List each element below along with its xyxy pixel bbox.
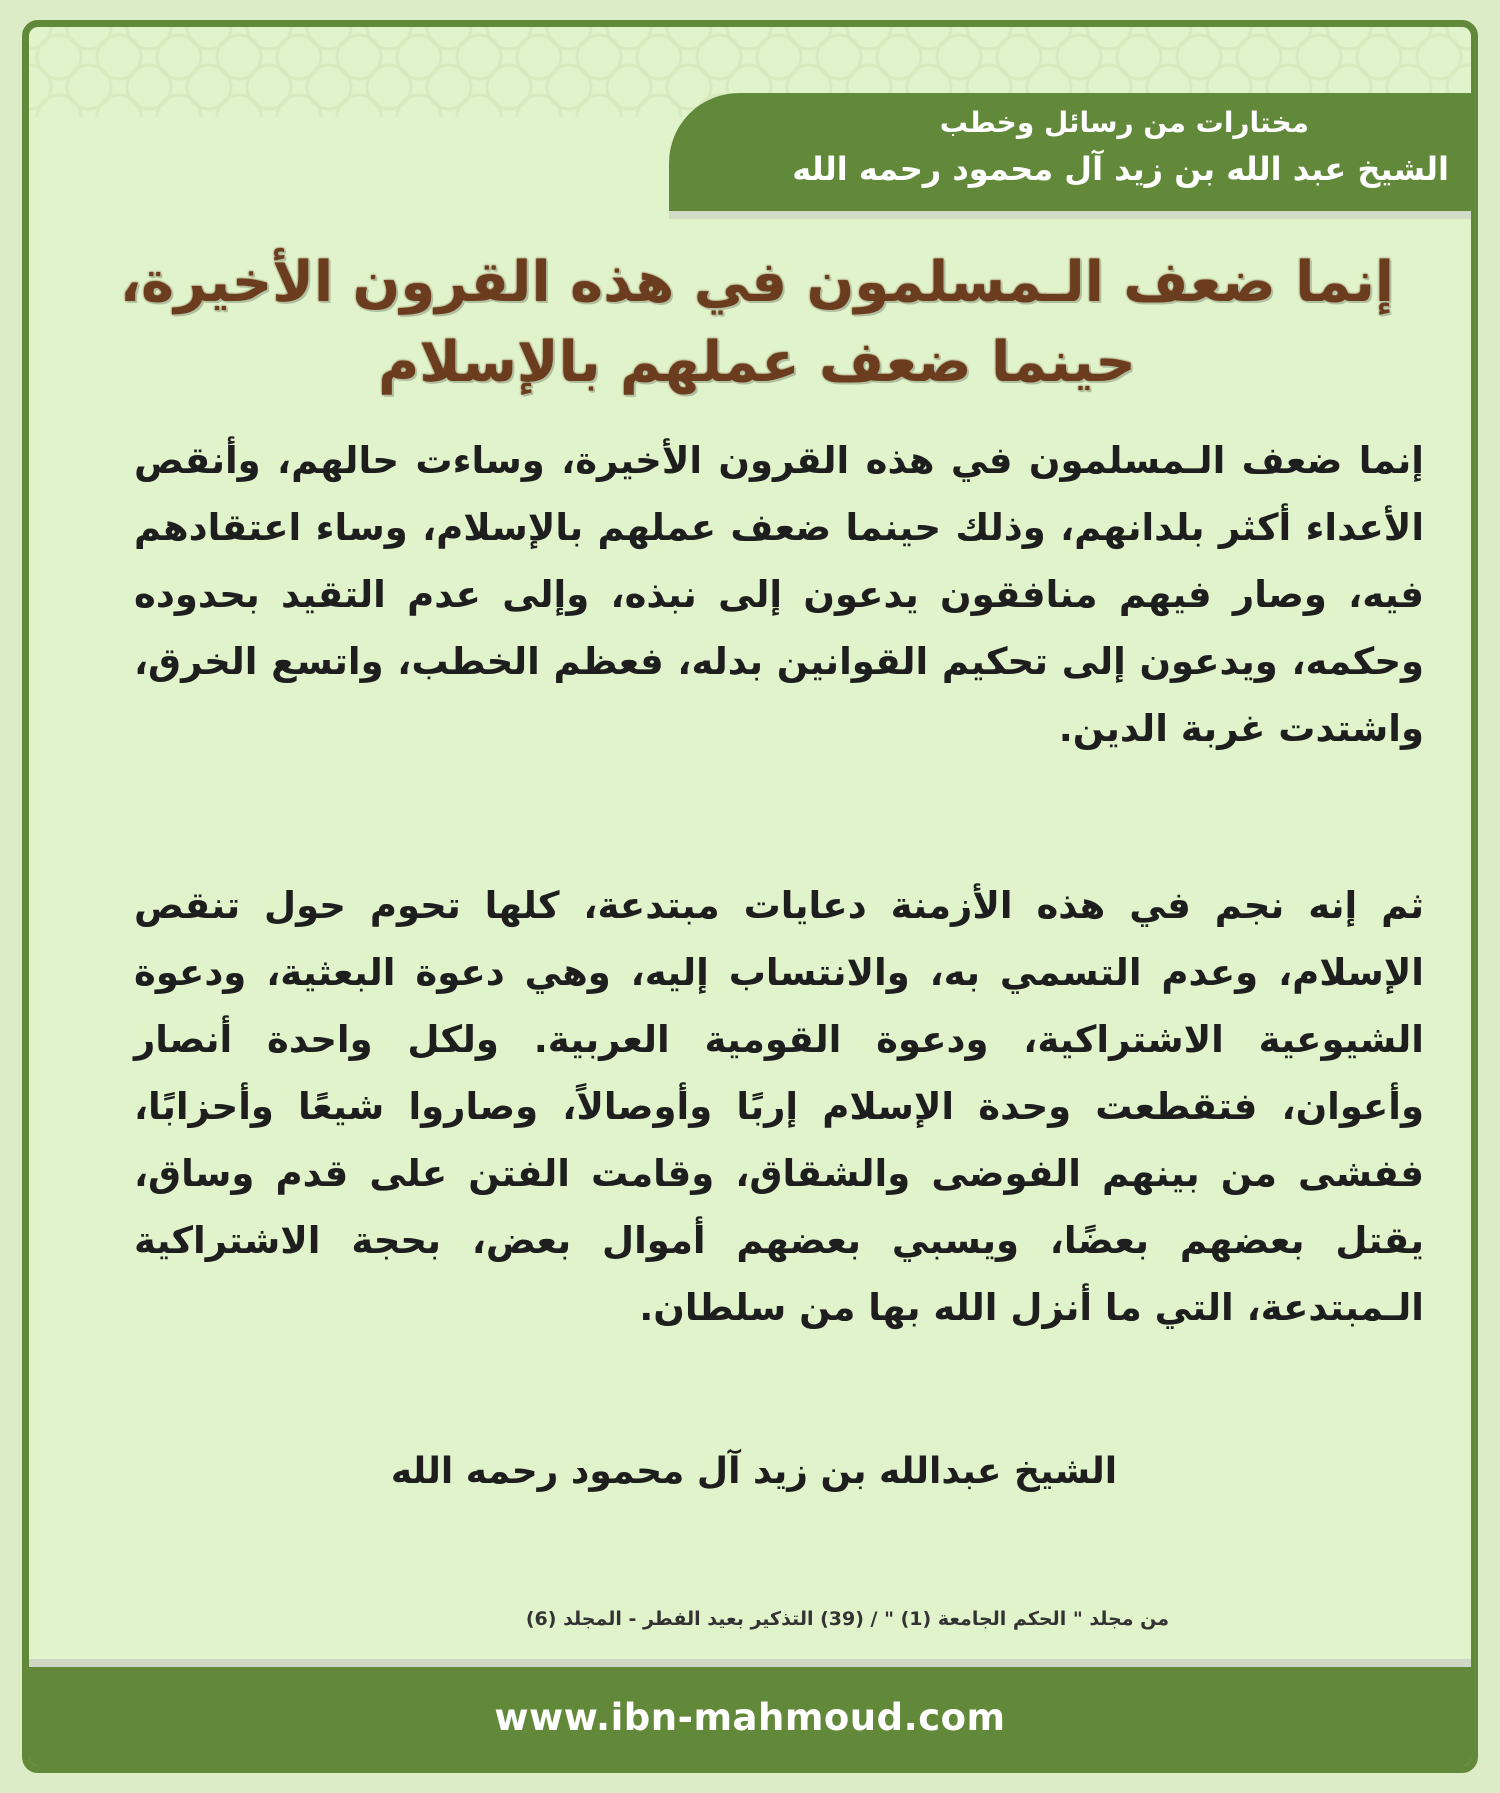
page-title-line-1: إنما ضعف الـمسلمون في هذه القرون الأخيرة، — [119, 250, 1395, 315]
header-band — [669, 93, 1471, 211]
website-link[interactable]: www.ibn-mahmoud.com — [494, 1696, 1006, 1739]
source-citation: من مجلد " الحكم الجامعة (1) " / (39) التذكير بعيد الفطر - المجلد (6) — [525, 1608, 1169, 1630]
author-signature: الشيخ عبدالله بن زيد آل محمود رحمه الله — [390, 1451, 1118, 1492]
card-frame — [22, 20, 1478, 1773]
header-series-title: مختارات من رسائل وخطب — [939, 106, 1309, 139]
body-paragraph-2: ثم إنه نجم في هذه الأزمنة دعايات مبتدعة، كلها تحوم حول تنقص الإسلام، وعدم التسمي به، والانتساب إليه، وهي دعوة البعثية، ودعوة الشيوعية الاشتراكية، ودعوة القومية العربية. ولكل واحدة أنصار وأعوان، فتقطعت وحدة الإسلام إربًا وأوصالاً، وصاروا شيعًا وأحزابًا، ففشى من بينهم الفوضى والشقاق، وقامت الفتن على قدم وساق، يقتل بعضهم بعضًا، ويسبي بعضهم أموال بعض، بحجة الاشتراكية الـمبتدعة، التي ما أنزل الله بها من سلطان. — [134, 884, 1424, 1329]
footer-divider — [29, 1659, 1471, 1667]
page-title-line-2: حينما ضعف عملهم بالإسلام — [378, 330, 1136, 395]
header-author-name: الشيخ عبد الله بن زيد آل محمود رحمه الله — [792, 150, 1449, 188]
footer-band — [29, 1667, 1471, 1773]
body-paragraph-1: إنما ضعف الـمسلمون في هذه القرون الأخيرة، وساءت حالهم، وأنقص الأعداء أكثر بلدانهم، وذلك حينما ضعف عملهم بالإسلام، وساء اعتقادهم فيه، وصار فيهم منافقون يدعون إلى نبذه، وإلى عدم التقيد بحدوده وحكمه، ويدعون إلى تحكيم القوانين بدله، فعظم الخطب، واتسع الخرق، واشتدت غربة الدين. — [134, 439, 1424, 750]
